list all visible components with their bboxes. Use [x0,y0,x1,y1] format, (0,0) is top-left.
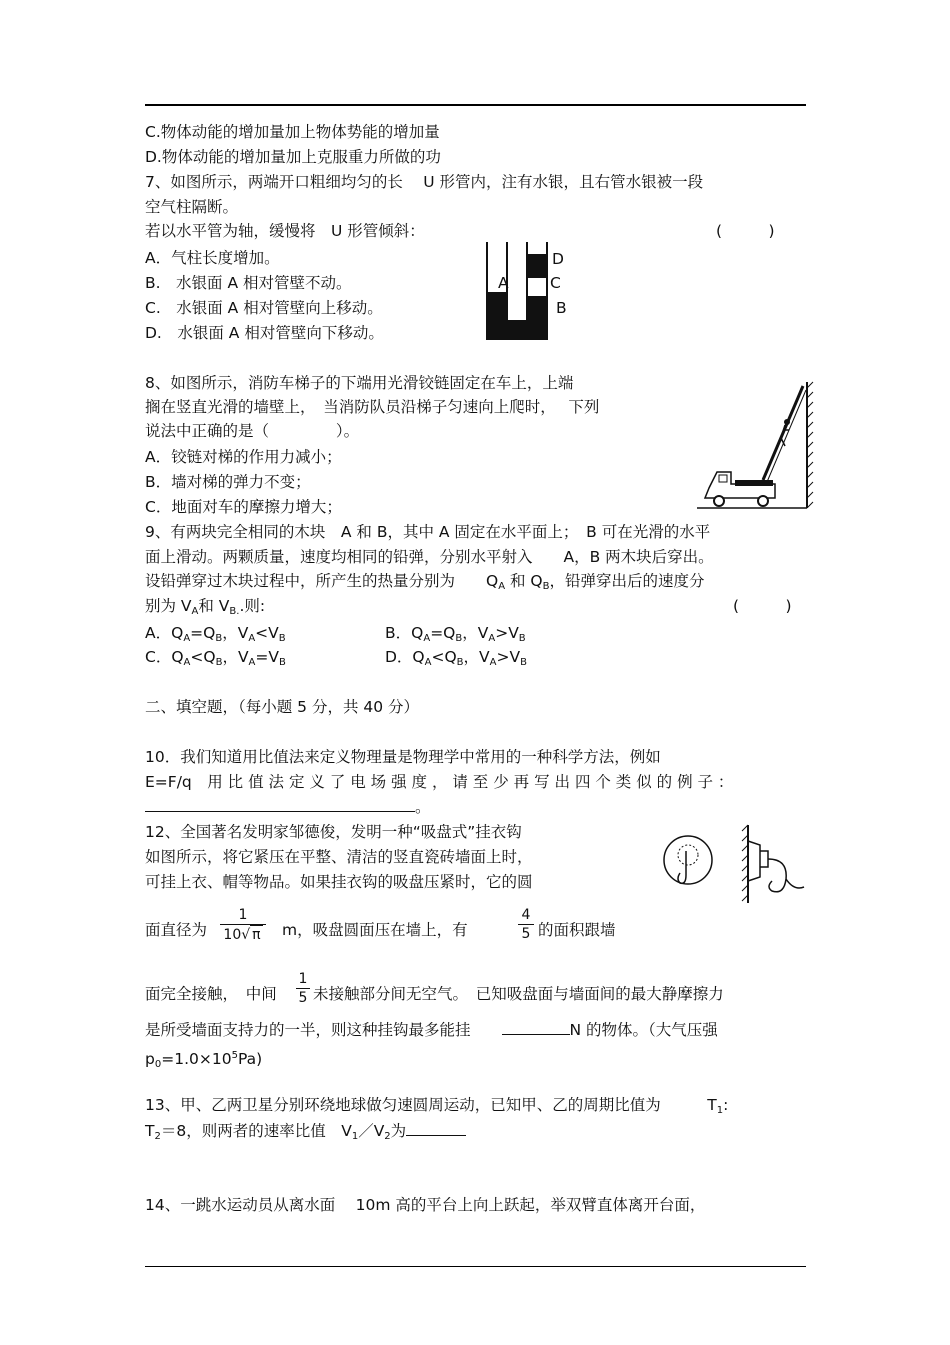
q8-line3: 说法中正确的是（ ）。 [145,422,360,440]
q7-option-c: C. 水银面 A 相对管壁向上移动。 [145,299,383,317]
q9-line1: 9、有两块完全相同的木块 A 和 B，其中 A 固定在水平面上； B 可在光滑的水平 [145,523,711,541]
q8-option-a: A．铰链对梯的作用力减小； [145,448,342,466]
q12-line7: $p_0=1.0\times 10^5Pa$) [145,1050,263,1070]
suction-hook-figure [648,815,818,910]
q6-option-d: D.物体动能的增加量加上克服重力所做的功 [145,148,441,166]
q9-option-d: D．$Q_A<Q_B$，$V_A>V_B$ [385,648,527,668]
section2-heading: 二、填空题，（每小题 5 分，共 40 分） [145,698,420,716]
q8-option-c: C．地面对车的摩擦力增大； [145,498,342,516]
q7-answer-bracket: ( ) [716,222,775,240]
u-tube-label-a: A [498,274,509,292]
bottom-rule [145,1266,806,1267]
q10-answer-line: 。 [145,797,431,817]
q7-option-a: A．气柱长度增加。 [145,249,280,267]
q13-line2: $T_2=8$，则两者的速率比值 $V_1/V_2$为 [145,1121,466,1147]
q12-line3: 可挂上衣、帽等物品。如果挂衣钩的吸盘压紧时，它的圆 [145,873,533,891]
q7-line3: 若以水平管为轴，缓慢将 U 形管倾斜： [145,222,425,240]
q12-line1: 12、全国著名发明家邹德俊，发明一种“吸盘式”挂衣钩 [145,823,522,841]
q7-option-d: D. 水银面 A 相对管壁向下移动。 [145,324,384,342]
q12-fraction-diameter: 1 10√ π [220,906,266,944]
q9-option-c: C．$Q_A<Q_B$，$V_A=V_B$ [145,648,286,668]
q9-option-a: A．$Q_A=Q_B$，$V_A<V_B$ [145,624,286,644]
q9-line2: 面上滑动。两颗质量，速度均相同的铅弹，分别水平射入 A，B 两木块后穿出。 [145,548,714,566]
q6-option-c: C.物体动能的增加量加上物体势能的增加量 [145,123,440,141]
q13-line1: 13、甲、乙两卫星分别环绕地球做匀速圆周运动，已知甲、乙的周期比值为 $T_1$: [145,1096,729,1116]
q8-option-b: B．墙对梯的弹力不变； [145,473,311,491]
q12-line4-mid: m，吸盘圆面压在墙上，有 [282,921,468,939]
q12-line6: 是所受墙面支持力的一半，则这种挂钩最多能挂 N 的物体。（大气压强 [145,1021,718,1039]
u-tube-label-b: B [556,299,567,317]
q10-line2: E=F/q 用 比 值 法 定 义 了 电 场 强 度 ， 请 至 少 再 写 出 四 个 类 似 的 例 子 ： [145,773,734,791]
q9-line4: 别为 $V_A$和 $V_{B.}$.则: [145,597,266,617]
u-tube-label-d: D [552,250,564,268]
q14-line1: 14、一跳水运动员从离水面 10m 高的平台上向上跃起，举双臂直体离开台面， [145,1196,706,1214]
q12-line4-pre: 面直径为 [145,921,208,939]
q8-line2: 搁在竖直光滑的墙壁上， 当消防队员沿梯子匀速向上爬时， 下列 [145,398,600,416]
q12-line4-post: 的面积跟墙 [538,921,616,939]
q10-line1: 10．我们知道用比值法来定义物理量是物理学中常用的一种科学方法，例如 [145,748,661,766]
q7-line1: 7、如图所示，两端开口粗细均匀的长 U 形管内，注有水银，且右管水银被一段 [145,173,704,191]
q8-line1: 8、如图所示，消防车梯子的下端用光滑铰链固定在车上，上端 [145,374,574,392]
q12-line2: 如图所示，将它紧压在平整、清洁的竖直瓷砖墙面上时， [145,848,533,866]
q9-answer-bracket: ( ) [733,597,792,615]
q9-option-b: B．$Q_A=Q_B$，$V_A>V_B$ [385,624,526,644]
u-tube-label-c: C [550,274,561,292]
top-rule [145,104,806,106]
q12-fraction-one-fifth: 1 5 [296,970,310,1007]
q9-line3: 设铅弹穿过木块过程中，所产生的热量分别为 $Q_A$ 和 $Q_B$，铅弹穿出后的速度分 [145,572,705,592]
q12-fraction-four-fifths: 4 5 [518,906,534,943]
fire-truck-figure [695,380,815,512]
q12-line5-pre: 面完全接触， 中间 [145,985,277,1003]
q12-line5-post: 未接触部分间无空气。 已知吸盘面与墙面间的最大静摩擦力 [313,985,724,1003]
q7-line2: 空气柱隔断。 [145,198,239,216]
q7-option-b: B. 水银面 A 相对管壁不动。 [145,274,352,292]
